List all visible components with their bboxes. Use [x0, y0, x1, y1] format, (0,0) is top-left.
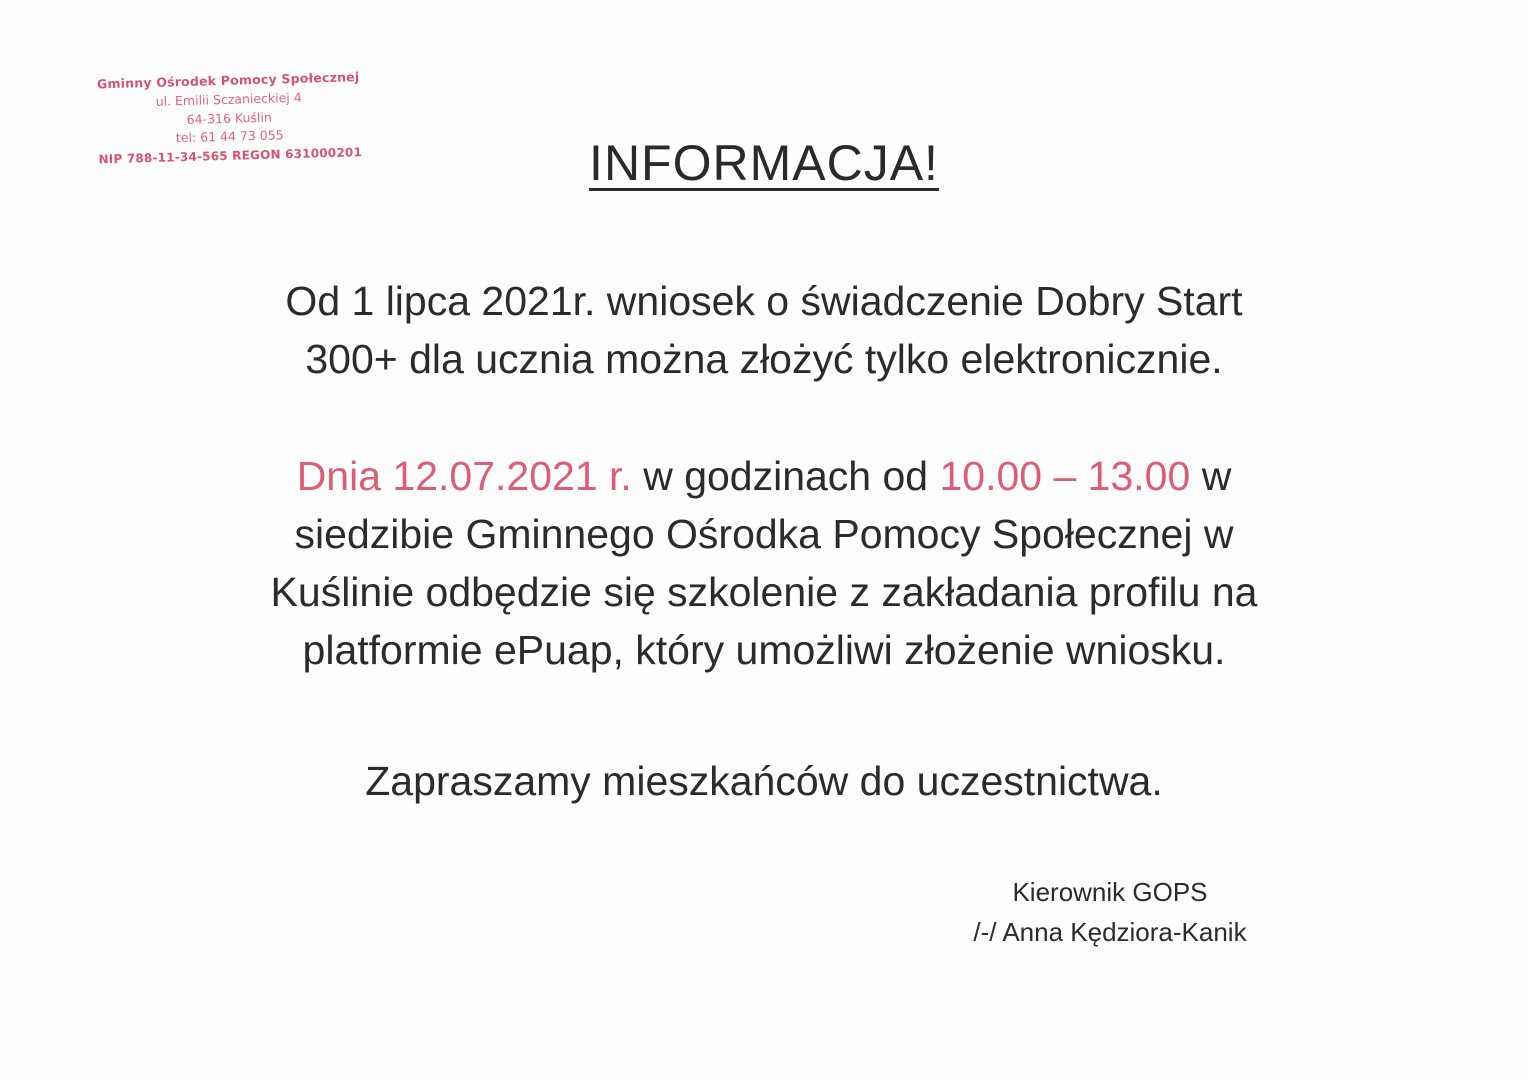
stamp-institution-name: Gminny Ośrodek Pomocy Społecznej: [96, 69, 360, 92]
paragraph-training-line-3: Kuślinie odbędzie się szkolenie z zakładania profilu na: [270, 569, 1258, 615]
paragraph-training-line-2: siedzibie Gminnego Ośrodka Pomocy Społecznej w: [294, 511, 1234, 557]
stamp-phone: tel: 61 44 73 055: [175, 127, 284, 146]
training-text-b: w: [1190, 453, 1232, 499]
paragraph-announcement-line-2: 300+ dla ucznia można złożyć tylko elektronicznie.: [305, 336, 1223, 382]
signature-name: /-/ Anna Kędziora-Kanik: [973, 917, 1247, 947]
training-text-a: w godzinach od: [631, 453, 940, 499]
paragraph-announcement-line-1: Od 1 lipca 2021r. wniosek o świadczenie Dobry Start: [285, 278, 1243, 324]
paragraph-training-line-1: [0, 447, 1528, 505]
paragraph-training: [0, 447, 1528, 679]
stamp-street: ul. Emilii Sczanieckiej 4: [155, 89, 302, 109]
stamp-city: 64-316 Kuślin: [186, 109, 272, 127]
paragraph-announcement: [0, 272, 1528, 388]
page-title-container: [0, 134, 1528, 192]
invitation-text: Zapraszamy mieszkańców do uczestnictwa.: [365, 758, 1163, 804]
signature-block: [900, 872, 1320, 952]
training-hours: 10.00 – 13.00: [939, 453, 1191, 499]
training-date: Dnia 12.07.2021 r.: [296, 453, 632, 499]
paragraph-training-line-4: platformie ePuap, który umożliwi złożenie wniosku.: [302, 627, 1226, 673]
page-title: INFORMACJA!: [589, 135, 939, 191]
signature-title: Kierownik GOPS: [1012, 877, 1208, 907]
stamp-tax-ids: NIP 788-11-34-565 REGON 631000201: [98, 145, 363, 167]
paragraph-invitation: [0, 752, 1528, 810]
